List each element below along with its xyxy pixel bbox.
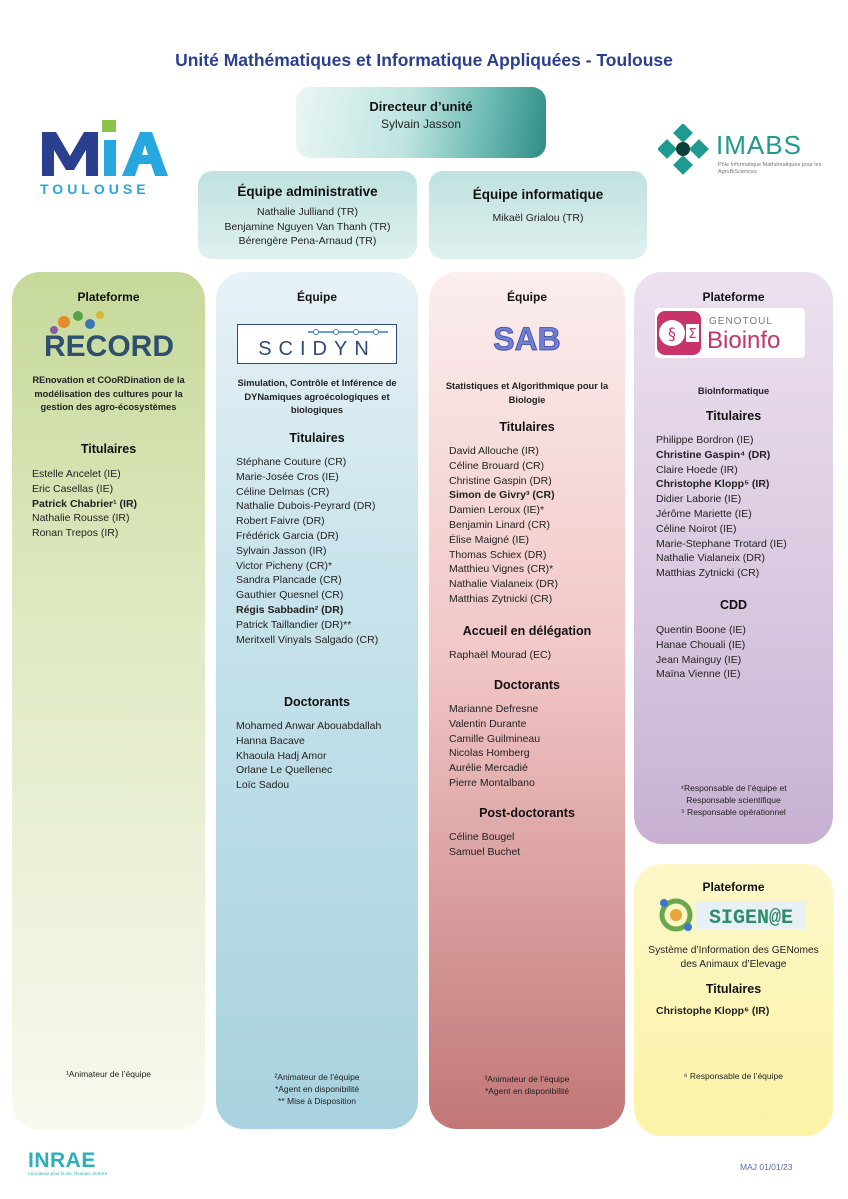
scidyn-doctorant-item: Orlane Le Quellenec [236, 764, 333, 777]
sigenae-titulaire-item: Christophe Klopp⁶ (IR) [656, 1005, 770, 1017]
sab-postdocs-heading: Post-doctorants [479, 806, 575, 820]
bioinfo-titulaire-item: Didier Laborie (IE) [656, 493, 742, 506]
sigenae-column [634, 864, 833, 1136]
mia-toulouse-logo [40, 118, 170, 197]
director-box [296, 87, 546, 158]
it-team-box [429, 171, 647, 259]
sab-doctorants-heading: Doctorants [494, 678, 560, 692]
scidyn-titulaire-item: Marie-Josée Cros (IE) [236, 470, 339, 483]
sab-footnote: *Agent en disponibilité [484, 1086, 570, 1096]
scidyn-type: Équipe [296, 290, 337, 304]
record-logo [42, 306, 177, 362]
bioinfo-titulaire-item: Jérôme Mariette (IE) [656, 507, 752, 520]
svg-text:Σ: Σ [688, 327, 697, 342]
sab-titulaire-item: Matthias Zytnicki (CR) [449, 592, 553, 605]
sab-delegation-list [449, 648, 551, 663]
admin-team-list [198, 205, 417, 249]
sab-titulaire-item: Benjamin Linard (CR) [449, 518, 550, 531]
scidyn-titulaire-item: Sandra Plancade (CR) [236, 574, 342, 587]
bioinfo-logo-icon [655, 308, 805, 358]
sab-type: Équipe [506, 290, 547, 304]
it-member: Mikaël Grialou (TR) [492, 212, 584, 224]
sigenae-titulaires-list [656, 1004, 769, 1019]
bioinfo-footnote: ⁴Responsable de l’équipe et [680, 783, 787, 793]
scidyn-titulaire-item: Meritxell Vinyals Salgado (CR) [236, 633, 379, 646]
bioinfo-footnote: Responsable scientifique [686, 795, 781, 805]
bioinfo-titulaire-item: Céline Noirot (IE) [656, 522, 737, 535]
record-description: REnovation et COoRDination de la modélisation des cultures pour la gestion des agro-écosystèmes [32, 375, 185, 413]
sigenae-logo-icon [658, 895, 808, 935]
bioinfo-logo [655, 308, 805, 358]
sab-doctorant-item: Valentin Durante [449, 717, 527, 730]
scidyn-doctorants-heading: Doctorants [284, 695, 350, 709]
sab-column [429, 272, 625, 1129]
scidyn-titulaire-item: Nathalie Dubois-Peyrard (DR) [236, 500, 376, 513]
sigenae-logo-text: SIGEN@E [708, 907, 794, 930]
sigenae-type: Plateforme [702, 880, 765, 894]
record-titulaire-item: Estelle Ancelet (IE) [32, 468, 121, 480]
bioinfo-footnote: ⁵ Responsable opérationnel [681, 807, 786, 817]
mia-logo-icon [40, 118, 170, 178]
scidyn-titulaire-item: Patrick Taillandier (DR)** [236, 618, 352, 631]
scidyn-titulaires-heading: Titulaires [289, 431, 345, 445]
scidyn-titulaire-item: Régis Sabbadin² (DR) [236, 603, 344, 616]
sab-titulaires-heading: Titulaires [499, 420, 555, 434]
sab-doctorant-item: Nicolas Homberg [449, 747, 530, 760]
record-column [12, 272, 205, 1130]
scidyn-titulaire-item: Frédérick Garcia (DR) [236, 529, 339, 542]
sab-footnotes [429, 1073, 625, 1097]
sab-titulaire-item: Élise Maigné (IE) [449, 533, 529, 546]
svg-text:§: § [668, 324, 676, 343]
bioinfo-cdd-item: Maïna Vienne (IE) [656, 668, 741, 681]
scidyn-logo-icon [238, 325, 396, 363]
scidyn-description: Simulation, Contrôle et Inférence de DYNamiques agroécologiques et biologiques [237, 378, 397, 416]
bioinfo-titulaires-list [656, 433, 787, 581]
bioinfo-titulaires-heading: Titulaires [705, 409, 762, 423]
scidyn-titulaires-list [236, 455, 378, 647]
bioinfo-column [634, 272, 833, 844]
scidyn-footnote: *Agent en disponibilité [274, 1084, 360, 1094]
page-title: Unité Mathématiques et Informatique Appliquées - Toulouse [175, 50, 673, 70]
scidyn-footnotes [216, 1071, 418, 1107]
scidyn-doctorant-item: Khaoula Hadj Amor [236, 749, 327, 762]
update-date: MAJ 01/01/23 [740, 1162, 793, 1172]
admin-team-box [198, 171, 417, 259]
scidyn-titulaire-item: Stéphane Couture (CR) [236, 456, 347, 468]
admin-member: Nathalie Julliand (TR) [257, 206, 358, 218]
record-footnote: ¹Animateur de l’équipe [65, 1069, 152, 1079]
sab-postdocs-list [449, 830, 520, 860]
it-team-heading: Équipe informatique [472, 187, 604, 202]
scidyn-titulaire-item: Gauthier Quesnel (CR) [236, 589, 344, 602]
imabs-flower-icon [658, 124, 710, 176]
sab-titulaire-item: Simon de Givry³ (CR) [449, 489, 555, 502]
sab-logo-icon [487, 316, 567, 360]
bioinfo-logo-top-text: GENOTOUL [709, 316, 773, 327]
director-heading: Directeur d’unité [369, 99, 473, 114]
bioinfo-cdd-heading: CDD [719, 598, 748, 612]
mia-logo-subtitle: TOULOUSE [40, 181, 150, 197]
inrae-logo-subtitle: La science pour la vie, l'humain, la terre [28, 1171, 108, 1176]
sab-delegation-heading: Accueil en délégation [462, 624, 592, 638]
sab-titulaire-item: Nathalie Vialaneix (DR) [449, 578, 558, 591]
record-titulaire-item: Nathalie Rousse (IR) [32, 512, 130, 525]
sab-titulaire-item: Damien Leroux (IE)* [449, 504, 545, 517]
bioinfo-titulaire-item: Christine Gaspin⁴ (DR) [656, 448, 771, 461]
record-titulaire-item: Ronan Trepos (IR) [32, 527, 119, 540]
scidyn-doctorants-list [236, 719, 381, 793]
director-name: Sylvain Jasson [380, 117, 462, 131]
record-logo-icon [42, 306, 177, 362]
bioinfo-type: Plateforme [702, 290, 765, 304]
bioinfo-titulaire-item: Matthias Zytnicki (CR) [656, 567, 760, 580]
scidyn-column [216, 272, 418, 1129]
record-titulaire-item: Patrick Chabrier¹ (IR) [32, 497, 138, 510]
bioinfo-logo-text: Bioinfo [707, 327, 781, 354]
sab-titulaire-item: David Allouche (IR) [449, 445, 539, 457]
admin-member: Benjamine Nguyen Van Thanh (TR) [224, 220, 391, 233]
bioinfo-cdd-list [656, 623, 746, 682]
record-titulaire-item: Eric Casellas (IE) [32, 482, 114, 495]
bioinfo-titulaire-item: Christophe Klopp⁵ (IR) [656, 478, 770, 491]
inrae-logo [28, 1149, 128, 1179]
bioinfo-titulaire-item: Marie-Stephane Trotard (IE) [656, 537, 787, 550]
sab-titulaire-item: Christine Gaspin (DR) [449, 474, 552, 487]
scidyn-titulaire-item: Céline Delmas (CR) [236, 485, 330, 498]
scidyn-titulaire-item: Victor Picheny (CR)* [236, 559, 333, 572]
sab-doctorant-item: Camille Guilmineau [449, 732, 541, 745]
bioinfo-footnotes [634, 782, 833, 818]
sab-footnote: ³Animateur de l’équipe [484, 1074, 570, 1084]
bioinfo-cdd-item: Hanae Chouali (IE) [656, 638, 746, 651]
sab-postdoc-item: Samuel Buchet [449, 845, 521, 858]
sab-doctorant-item: Marianne Defresne [449, 703, 539, 715]
record-titulaires-heading: Titulaires [80, 442, 137, 456]
sigenae-description: Système d’Information des GENomes des Animaux d’Elevage [648, 945, 819, 970]
scidyn-footnote: ²Animateur de l’équipe [274, 1072, 360, 1082]
bioinfo-titulaire-item: Claire Hoede (IR) [656, 463, 738, 476]
sigenae-titulaires-heading: Titulaires [705, 982, 762, 996]
sab-doctorant-item: Pierre Montalbano [449, 776, 535, 789]
sab-logo [487, 316, 567, 360]
bioinfo-description: BioInformatique [697, 386, 770, 396]
admin-team-heading: Équipe administrative [237, 184, 378, 199]
sab-titulaires-list [449, 444, 558, 607]
scidyn-doctorant-item: Hanna Bacave [236, 734, 305, 747]
sab-logo-text: SAB [493, 321, 561, 357]
bioinfo-cdd-item: Jean Mainguy (IE) [656, 653, 742, 666]
scidyn-footnote: ** Mise à Disposition [278, 1096, 356, 1106]
record-titulaires-list [32, 467, 137, 541]
sab-postdoc-item: Céline Bougel [449, 831, 515, 843]
inrae-logo-text: INRAE [28, 1149, 96, 1172]
scidyn-titulaire-item: Robert Faivre (DR) [236, 515, 325, 528]
bioinfo-titulaire-item: Nathalie Vialaneix (DR) [656, 552, 765, 565]
sab-doctorants-list [449, 702, 540, 791]
scidyn-titulaire-item: Sylvain Jasson (IR) [236, 544, 327, 557]
sab-doctorant-item: Aurélie Mercadié [449, 762, 528, 775]
sab-titulaire-item: Matthieu Vignes (CR)* [449, 563, 554, 576]
scidyn-logo-text: SCIDYN [258, 338, 376, 360]
imabs-logo-text: IMABS [716, 130, 802, 160]
scidyn-doctorant-item: Mohamed Anwar Abouabdallah [236, 720, 382, 732]
record-type: Plateforme [77, 290, 140, 304]
imabs-logo-subtitle: Pôle Informatique Mathématiques pour les AgroBiSciences [718, 162, 822, 175]
record-logo-text: RECORD [43, 330, 175, 362]
imabs-logo [658, 124, 833, 180]
sab-delegation-item: Raphaël Mourad (EC) [449, 649, 552, 661]
scidyn-doctorant-item: Loïc Sadou [236, 779, 290, 792]
sab-description: Statistiques et Algorithmique pour la Biologie [445, 381, 609, 405]
bioinfo-cdd-item: Quentin Boone (IE) [656, 624, 746, 636]
sab-titulaire-item: Céline Brouard (CR) [449, 459, 545, 472]
scidyn-logo [237, 324, 397, 364]
admin-member: Bérengère Pena-Arnaud (TR) [238, 235, 377, 247]
sab-titulaire-item: Thomas Schiex (DR) [449, 548, 547, 561]
sigenae-logo [658, 895, 808, 935]
bioinfo-titulaire-item: Philippe Bordron (IE) [656, 434, 754, 446]
sigenae-footnote: ⁶ Responsable de l’équipe [684, 1071, 783, 1081]
